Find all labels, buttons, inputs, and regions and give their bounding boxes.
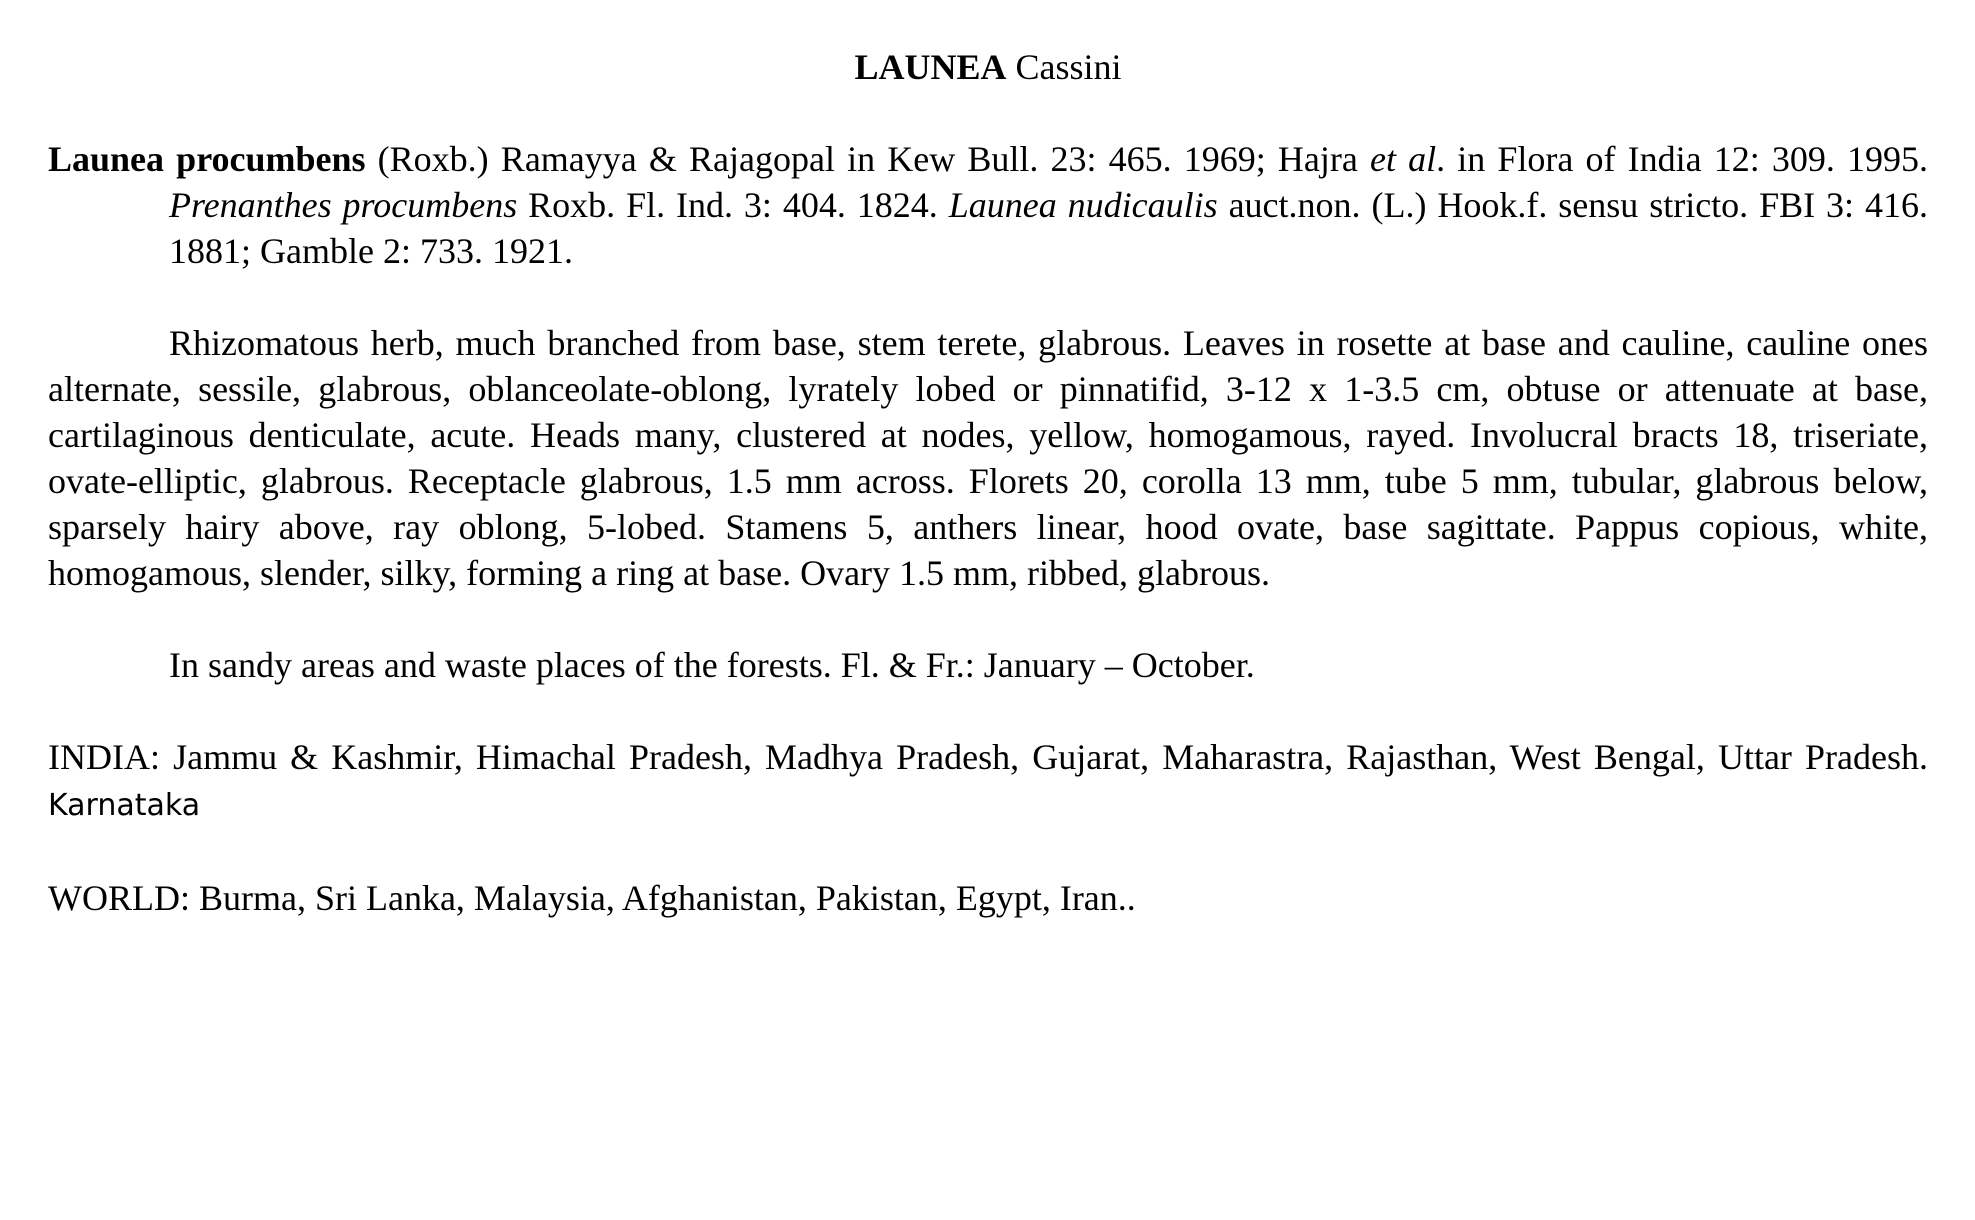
document-page	[48, 44, 1928, 967]
species-name: Launea procumbens	[48, 139, 366, 179]
citation-text-4: auct.non. (L.) Hook.f. sensu stricto. FBI 3: 416. 1881; Gamble 2: 733. 1921.	[169, 185, 1928, 271]
citation-text-2: . in Flora of India 12: 309. 1995.	[1436, 139, 1929, 179]
genus-heading	[48, 44, 1928, 90]
synonym-2: Launea nudicaulis	[948, 185, 1218, 225]
handwritten-addition: Karnataka	[48, 788, 201, 823]
description-paragraph: Rhizomatous herb, much branched from base, stem terete, glabrous. Leaves in rosette at base and cauline, cauline ones alternate, sessile, glabrous, oblanceolate-oblong, lyrately lobed or pinnatifid, 3-12 x 1-3.5 cm, obtuse or attenuate at base, cartilaginous denticulate, acute. Heads many, clustered at nodes, yellow, homogamous, rayed. Involucral bracts 18, triseriate, ovate-elliptic, glabrous. Receptacle glabrous, 1.5 mm across. Florets 20, corolla 13 mm, tube 5 mm, tubular, glabrous below, sparsely hairy above, ray oblong, 5-lobed. Stamens 5, anthers linear, hood ovate, base sagittate. Pappus copious, white, homogamous, slender, silky, forming a ring at base. Ovary 1.5 mm, ribbed, glabrous.	[48, 323, 1928, 593]
synonym-1: Prenanthes procumbens	[169, 185, 518, 225]
india-distribution-text: INDIA: Jammu & Kashmir, Himachal Pradesh, Madhya Pradesh, Gujarat, Maharastra, Rajasthan, West Bengal, Uttar Pradesh.	[48, 737, 1928, 777]
world-distribution: WORLD: Burma, Sri Lanka, Malaysia, Afghanistan, Pakistan, Egypt, Iran..	[48, 878, 1136, 918]
citation-etal: et al	[1370, 139, 1437, 179]
citation-text-1: (Roxb.) Ramayya & Rajagopal in Kew Bull. 23: 465. 1969; Hajra	[365, 139, 1370, 179]
habitat-paragraph: In sandy areas and waste places of the forests. Fl. & Fr.: January – October.	[169, 645, 1255, 685]
india-distribution	[48, 734, 1928, 829]
genus-author: Cassini	[1015, 47, 1122, 87]
species-citation	[48, 136, 1928, 274]
genus-name: LAUNEA	[854, 47, 1007, 87]
citation-text-3: Roxb. Fl. Ind. 3: 404. 1824.	[517, 185, 949, 225]
